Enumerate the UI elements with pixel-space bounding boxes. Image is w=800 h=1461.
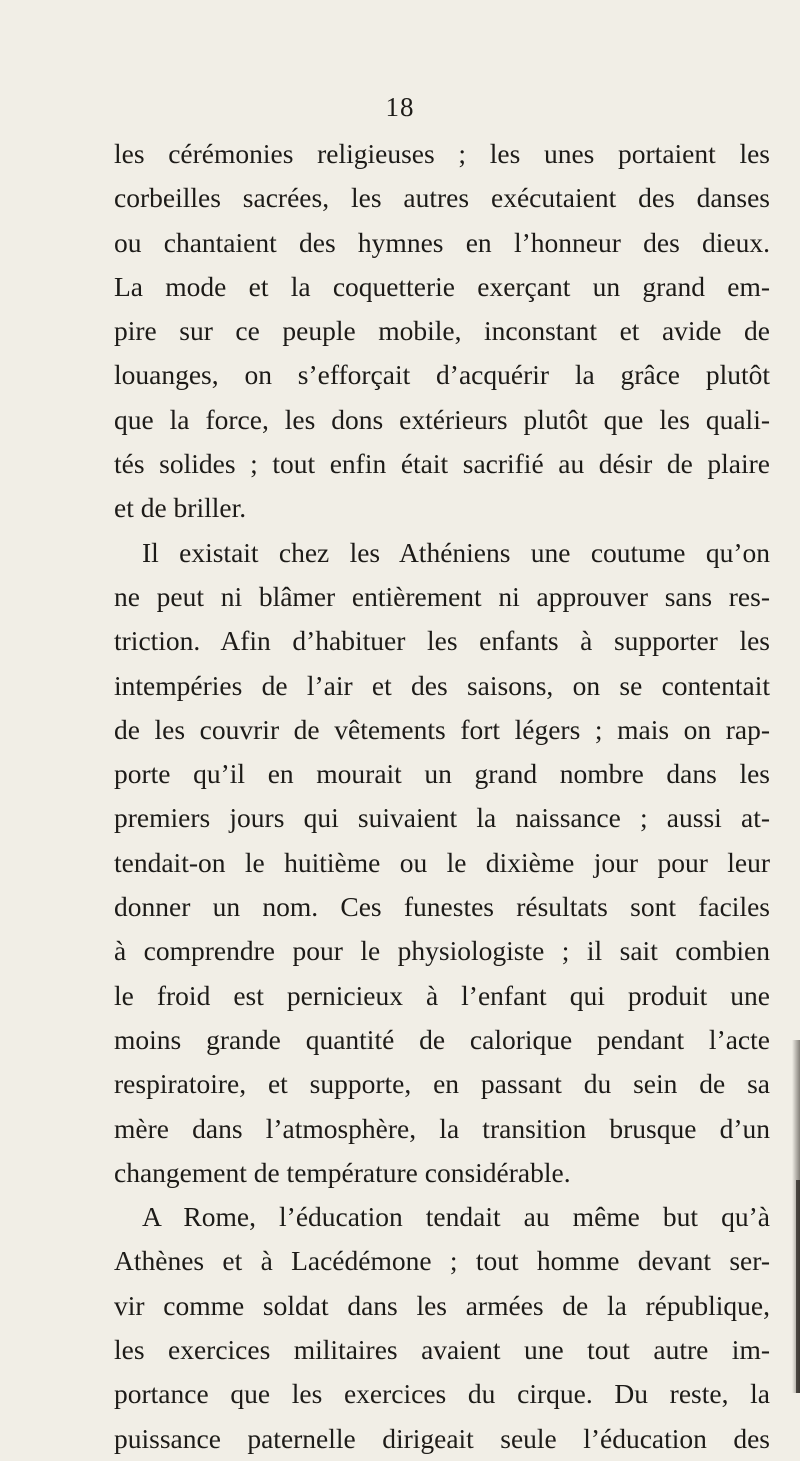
text-line: que la force, les dons extérieurs plutôt que les quali- — [114, 403, 770, 435]
text-line: tendait-on le huitième ou le dixième jour pour leur — [114, 846, 770, 878]
text-line: vir comme soldat dans les armées de la république, — [114, 1289, 770, 1321]
text-line: triction. Afin d’habituer les enfants à supporter les — [114, 625, 770, 657]
page-edge-binding — [796, 1180, 800, 1393]
text-line: puissance paternelle dirigeait seule l’éducation des — [114, 1422, 770, 1454]
text-line: ou chantaient des hymnes en l’honneur des dieux. — [114, 226, 770, 258]
page-number: 18 — [385, 92, 415, 122]
text-line: tés solides ; tout enfin était sacrifié au désir de plaire — [114, 448, 770, 480]
text-line: portance que les exercices du cirque. Du reste, la — [114, 1378, 770, 1410]
text-line: pire sur ce peuple mobile, inconstant et avide de — [114, 315, 770, 347]
text-line: à comprendre pour le physiologiste ; il sait combien — [114, 935, 770, 967]
text-line: La mode et la coquetterie exerçant un grand em- — [114, 270, 770, 302]
text-line: premiers jours qui suivaient la naissance ; aussi at- — [114, 802, 770, 834]
text-line: et de briller. — [114, 492, 247, 524]
text-line: respiratoire, et supporte, en passant du sein de sa — [114, 1068, 770, 1100]
text-line: ne peut ni blâmer entièrement ni approuver sans res- — [114, 580, 770, 612]
text-line: de les couvrir de vêtements fort légers ; mais on rap- — [114, 713, 770, 745]
text-line: intempéries de l’air et des saisons, on se contentait — [114, 669, 770, 701]
text-line: louanges, on s’efforçait d’acquérir la grâce plutôt — [114, 359, 770, 391]
text-line: corbeilles sacrées, les autres exécutaient des danses — [114, 182, 770, 214]
text-line: les cérémonies religieuses ; les unes portaient les — [114, 138, 770, 169]
text-line: Athènes et à Lacédémone ; tout homme devant ser- — [114, 1245, 770, 1277]
text-line: moins grande quantité de calorique pendant l’acte — [114, 1023, 770, 1055]
text-line: le froid est pernicieux à l’enfant qui produit une — [114, 979, 770, 1011]
body-text — [114, 132, 770, 1461]
text-line: porte qu’il en mourait un grand nombre dans les — [114, 758, 770, 790]
text-line: donner un nom. Ces funestes résultats sont faciles — [114, 891, 770, 923]
text-line: A Rome, l’éducation tendait au même but qu’à — [142, 1201, 770, 1233]
text-line: les exercices militaires avaient une tout autre im- — [114, 1334, 770, 1366]
text-line: Il existait chez les Athéniens une coutume qu’on — [142, 536, 770, 568]
text-line: changement de température considérable. — [114, 1156, 571, 1188]
text-line: mère dans l’atmosphère, la transition brusque d’un — [114, 1112, 770, 1144]
